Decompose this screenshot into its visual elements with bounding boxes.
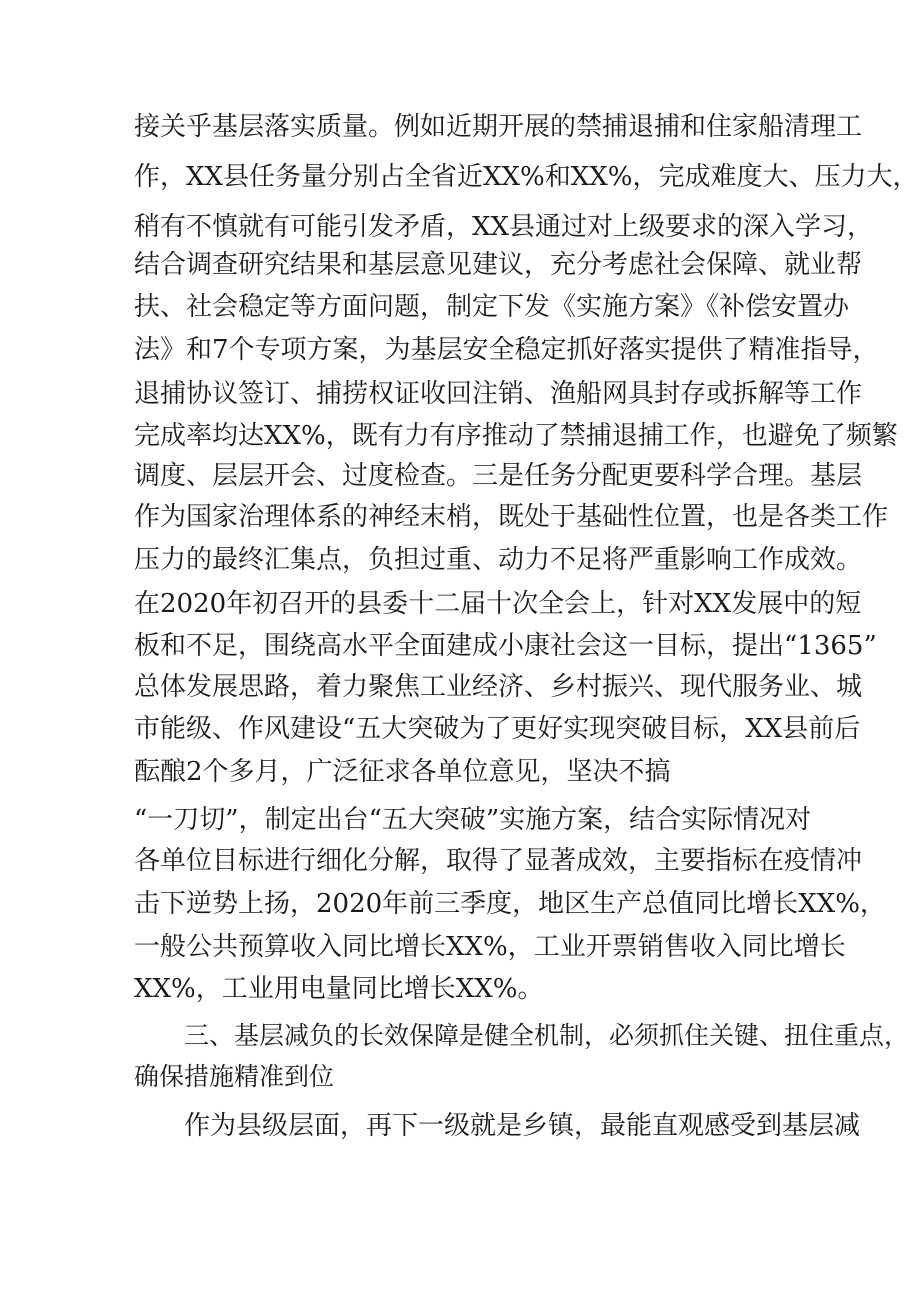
body-text-line: 退捕协议签订、捕捞权证收回注销、渔船网具封存或拆解等工作 [134, 379, 863, 409]
body-text-line: 板和不足，围绕高水平全面建成小康社会这一目标，提出“1365” [134, 631, 877, 661]
body-text-line: 作为县级层面，再下一级就是乡镇，最能直观感受到基层减 [184, 1111, 861, 1141]
body-text-line: 击下逆势上扬，2020年前三季度，地区生产总值同比增长XX%， [134, 889, 886, 919]
body-text-line: 作为国家治理体系的神经末梢，既处于基础性位置，也是各类工作 [134, 502, 889, 532]
body-text-line: 总体发展思路，着力聚焦工业经济、乡村振兴、现代服务业、城 [134, 672, 863, 702]
section-heading-line: 三、基层减负的长效保障是健全机制，必须抓住关键、扭住重点， [184, 1021, 910, 1050]
body-text-line: 法》和7个专项方案，为基层安全稳定抓好落实提供了精准指导， [134, 335, 879, 365]
body-text-line: 压力的最终汇集点，负担过重、动力不足将严重影响工作成效。 [134, 545, 863, 575]
body-text-line: 完成率均达XX%，既有力有序推动了禁捕退捕工作，也避免了频繁 [134, 421, 898, 451]
body-text-line: 调度、层层开会、过度检查。三是任务分配更要科学合理。基层 [134, 461, 863, 491]
body-text-line: 作，XX县任务量分别占全省近XX%和XX%，完成难度大、压力大， [134, 162, 919, 192]
body-text-line: 扶、社会稳定等方面问题，制定下发《实施方案》《补偿安置办 [134, 292, 850, 322]
body-text-line: 稍有不慎就有可能引发矛盾，XX县通过对上级要求的深入学习， [134, 212, 874, 242]
section-heading-line: 确保措施精准到位 [134, 1062, 335, 1091]
body-text-line: 在2020年初召开的县委十二届十次全会上，针对XX发展中的短 [134, 589, 862, 619]
body-text-line: “一刀切”，制定出台“五大突破”实施方案，结合实际情况对 [134, 805, 812, 835]
body-text-line: XX%，工业用电量同比增长XX%。 [134, 974, 544, 1004]
body-text-line: 一般公共预算收入同比增长XX%，工业开票销售收入同比增长 [134, 932, 846, 962]
body-text-line: 酝酿2个多月，广泛征求各单位意见，坚决不搞 [134, 757, 671, 787]
body-text-line: 市能级、作风建设“五大突破为了更好实现突破目标，XX县前后 [134, 714, 861, 744]
body-text-line: 结合调查研究结果和基层意见建议，充分考虑社会保障、就业帮 [134, 250, 863, 280]
body-text-line: 各单位目标进行细化分解，取得了显著成效，主要指标在疫情冲 [134, 846, 863, 876]
body-text-line: 接关乎基层落实质量。例如近期开展的禁捕退捕和住家船清理工 [134, 112, 863, 142]
